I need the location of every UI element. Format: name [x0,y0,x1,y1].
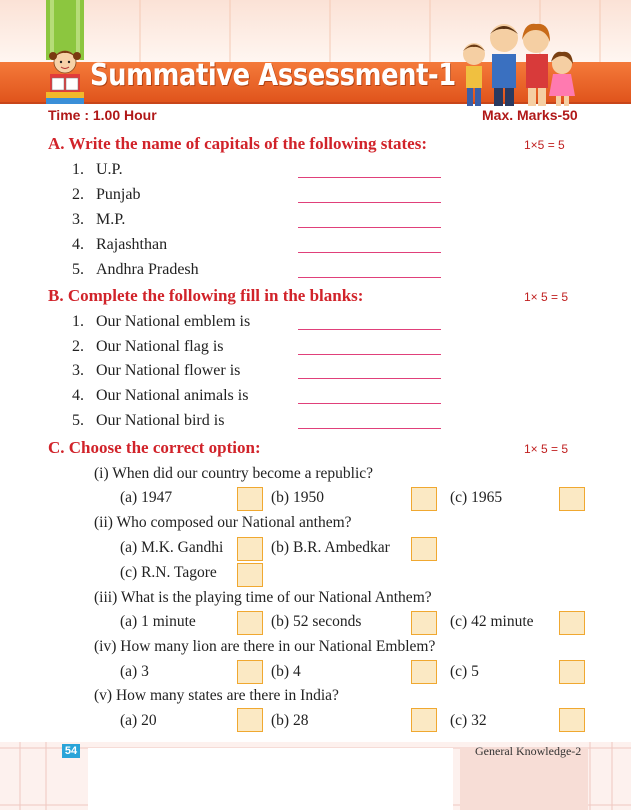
answer-checkbox[interactable] [237,563,263,587]
answer-checkbox[interactable] [411,708,437,732]
answer-checkbox[interactable] [559,611,585,635]
answer-blank[interactable] [298,329,441,330]
list-item-text: Our National bird is [96,412,225,429]
question-text: (iv) How many lion are there in our National Emblem? [94,638,436,655]
option-label: (a) 20 [120,712,157,729]
answer-blank[interactable] [298,177,441,178]
book-title: General Knowledge-2 [475,744,582,758]
answer-checkbox[interactable] [237,611,263,635]
section-a-heading: A. Write the name of capitals of the following states: [48,134,427,153]
answer-blank[interactable] [298,378,441,379]
answer-checkbox[interactable] [411,660,437,684]
list-item-text: U.P. [96,161,123,178]
answer-checkbox[interactable] [237,660,263,684]
section-c-marks: 1× 5 = 5 [524,442,569,456]
option-label: (a) 1947 [120,489,173,506]
option-label: (a) 3 [120,663,149,680]
answer-blank[interactable] [298,252,441,253]
list-item-text: Our National animals is [96,387,249,404]
answer-checkbox[interactable] [559,487,585,511]
section-b-heading: B. Complete the following fill in the blanks: [48,286,364,305]
list-item-text: Punjab [96,186,141,203]
list-item-number: 2. [72,186,84,203]
answer-checkbox[interactable] [411,537,437,561]
answer-blank[interactable] [298,227,441,228]
answer-checkbox[interactable] [237,487,263,511]
section-a-marks: 1×5 = 5 [524,138,565,152]
answer-blank[interactable] [298,403,441,404]
question-text: (iii) What is the playing time of our National Anthem? [94,589,432,606]
option-label: (c) 42 minute [450,613,534,630]
answer-checkbox[interactable] [237,537,263,561]
option-label: (b) 4 [271,663,301,680]
family-illustration [458,14,578,108]
answer-checkbox[interactable] [411,487,437,511]
list-item-number: 5. [72,412,84,429]
question-text: (v) How many states are there in India? [94,687,339,704]
answer-checkbox[interactable] [411,611,437,635]
exam-duration: Time : 1.00 Hour [48,107,157,123]
answer-blank[interactable] [298,277,441,278]
answer-checkbox[interactable] [559,660,585,684]
option-label: (b) 52 seconds [271,613,362,630]
max-marks: Max. Marks-50 [482,107,578,123]
list-item-text: Our National emblem is [96,313,251,330]
answer-blank[interactable] [298,202,441,203]
option-label: (c) 5 [450,663,479,680]
answer-blank[interactable] [298,354,441,355]
question-text: (i) When did our country become a republic? [94,465,374,482]
list-item-number: 4. [72,387,84,404]
option-label: (c) 1965 [450,489,503,506]
list-item-number: 4. [72,236,84,253]
list-item-text: M.P. [96,211,126,228]
page-title: Summative Assessment-1 [90,58,456,93]
list-item-number: 3. [72,362,84,379]
option-label: (a) 1 minute [120,613,196,630]
answer-blank[interactable] [298,428,441,429]
question-text: (ii) Who composed our National anthem? [94,514,352,531]
list-item-text: Our National flag is [96,338,224,355]
option-label: (a) M.K. Gandhi [120,539,224,556]
option-label: (b) 28 [271,712,309,729]
answer-checkbox[interactable] [559,708,585,732]
list-item-number: 1. [72,161,84,178]
list-item-number: 3. [72,211,84,228]
section-b-marks: 1× 5 = 5 [524,290,569,304]
list-item-number: 5. [72,261,84,278]
list-item-number: 2. [72,338,84,355]
page-number: 54 [62,744,80,758]
list-item-text: Andhra Pradesh [96,261,199,278]
section-c-heading: C. Choose the correct option: [48,438,261,457]
list-item-text: Rajashthan [96,236,168,253]
option-label: (b) 1950 [271,489,324,506]
child-reading-icon [42,0,88,108]
option-label: (b) B.R. Ambedkar [271,539,390,556]
list-item-number: 1. [72,313,84,330]
answer-checkbox[interactable] [237,708,263,732]
list-item-text: Our National flower is [96,362,241,379]
option-label: (c) 32 [450,712,487,729]
option-label: (c) R.N. Tagore [120,564,217,581]
